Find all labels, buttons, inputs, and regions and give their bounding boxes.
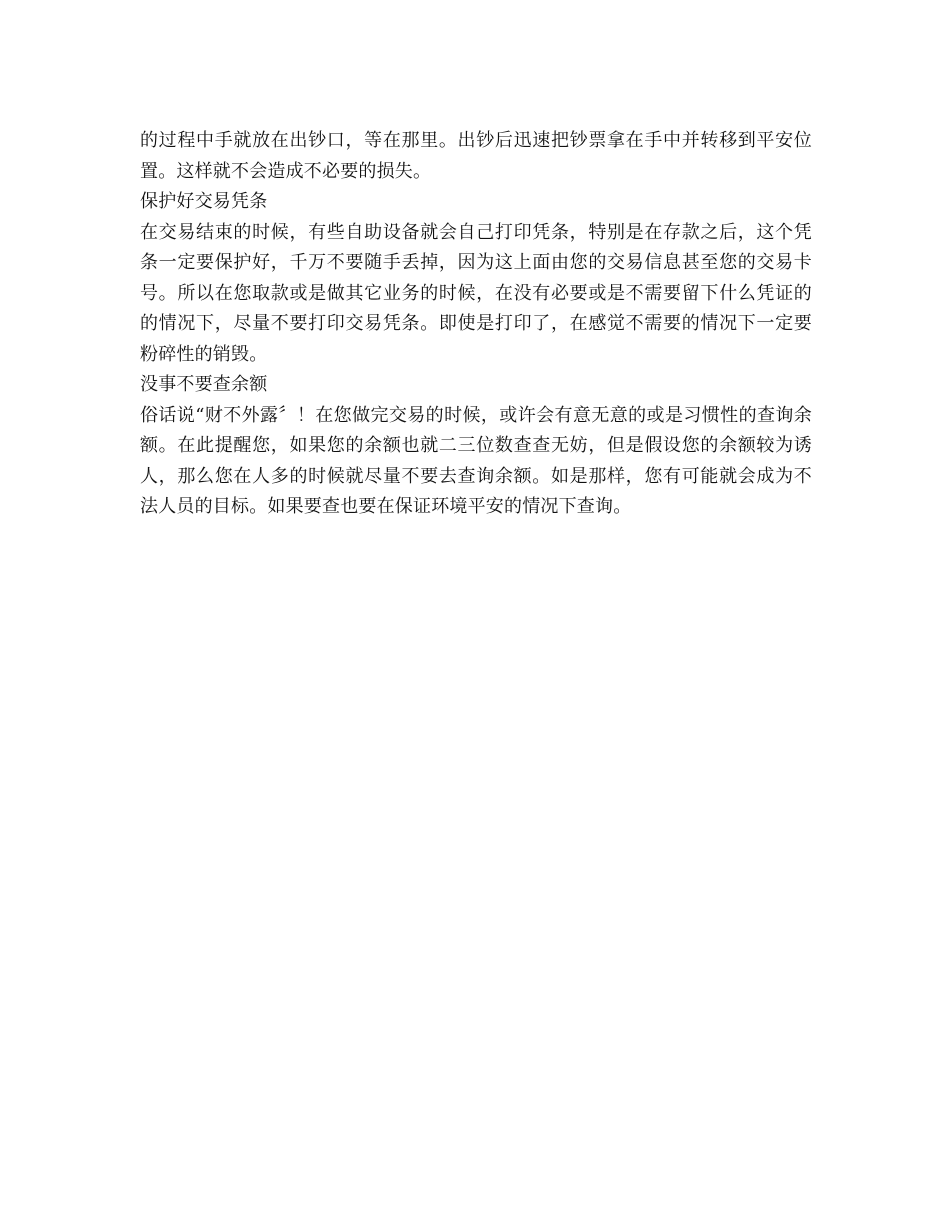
document-body [140, 126, 812, 523]
section-heading-receipt: 保护好交易凭条 [140, 191, 268, 212]
paragraph-receipt: 在交易结束的时候，有些自助设备就会自己打印凭条，特别是在存款之后，这个凭条一定要保护好，千万不要随手丢掉，因为这上面由您的交易信息甚至您的交易卡号。所以在您取款或是做其它业务的时候，在没有必要或是不需要留下什么凭证的的情况下，尽量不要打印交易凭条。即使是打印了，在感觉不需要的情况下一定要粉碎性的销毁。 [140, 221, 812, 365]
paragraph-balance: 俗话说“财不外露〞！在您做完交易的时候，或许会有意无意的或是习惯性的查询余额。在此提醒您，如果您的余额也就二三位数查查无妨，但是假设您的余额较为诱人，那么您在人多的时候就尽量不要去查询余额。如是那样，您有可能就会成为不法人员的目标。如果要查也要在保证环境平安的情况下查询。 [140, 404, 812, 517]
paragraph-atm-withdrawal: 的过程中手就放在出钞口，等在那里。出钞后迅速把钞票拿在手中并转移到平安位置。这样就不会造成不必要的损失。 [140, 130, 812, 182]
section-heading-balance: 没事不要查余额 [140, 374, 268, 395]
